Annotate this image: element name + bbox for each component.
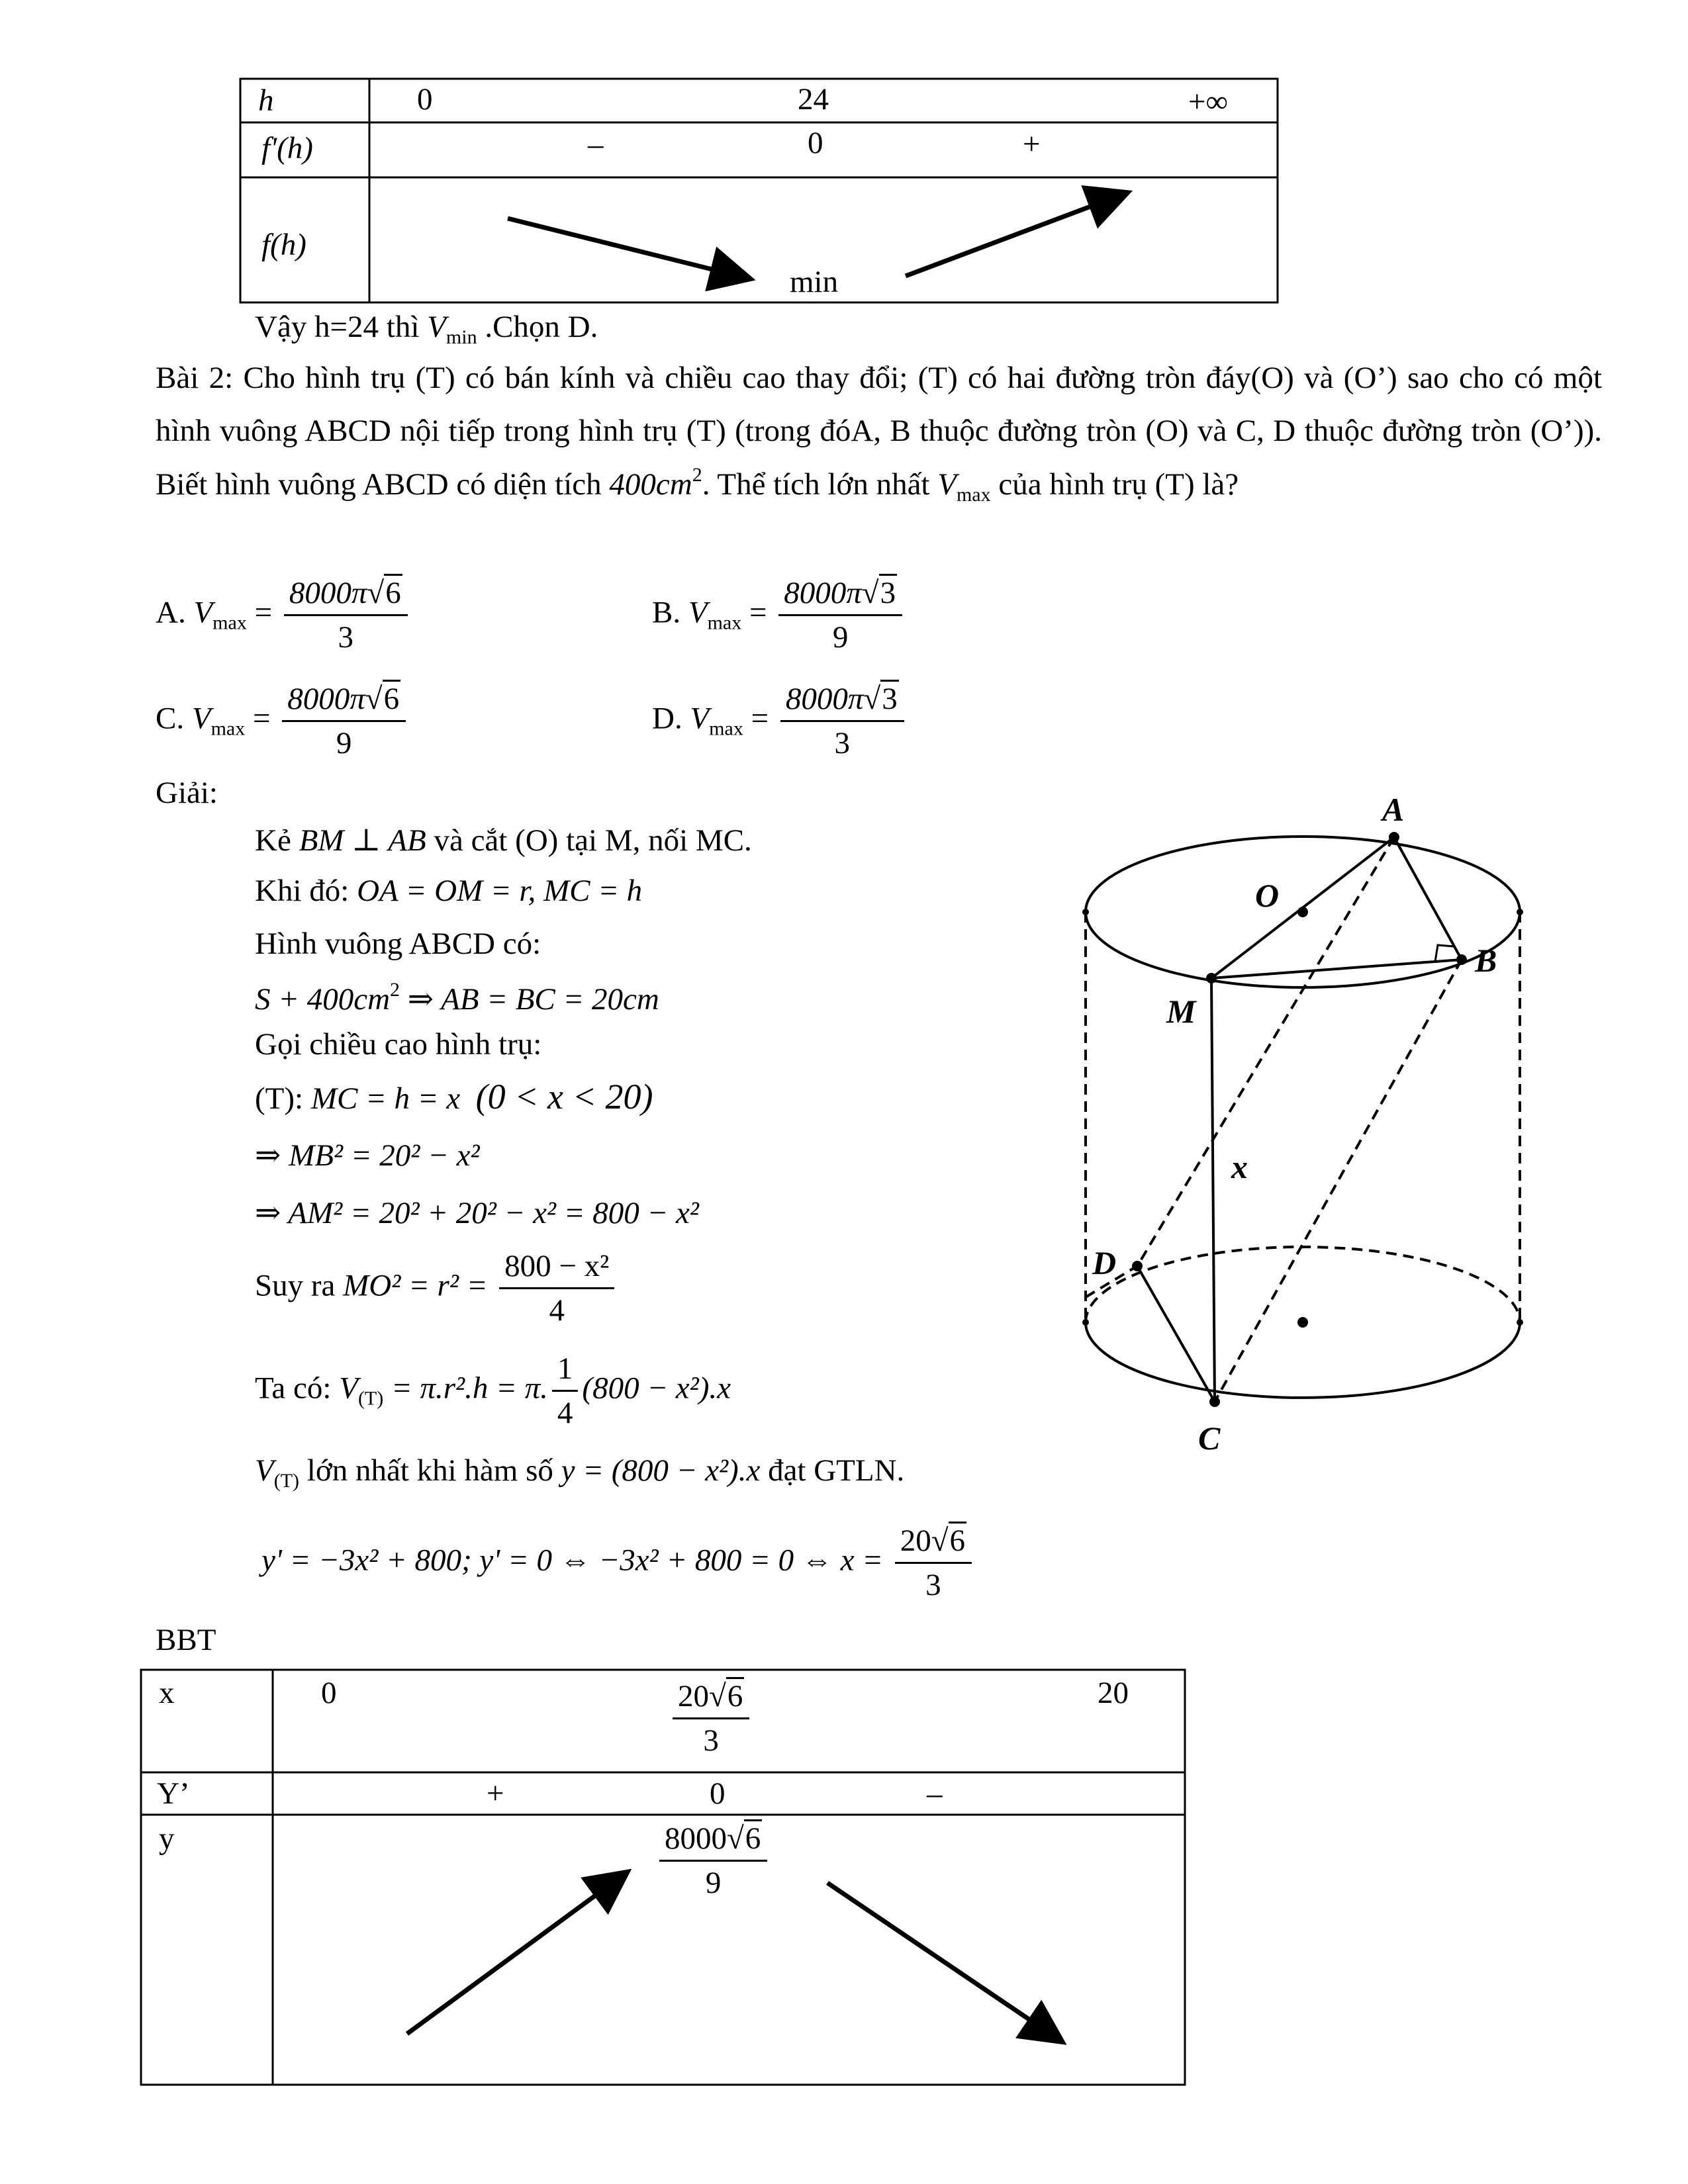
option-a[interactable]: A. $V_{max}$ = $\frac{8000\pi√6}{3}$	[156, 574, 412, 657]
option-b[interactable]: B. $V_{max}$ = $\frac{8000\pi√3}{9}$	[652, 574, 906, 657]
solution-line-1: Kẻ BM ⊥ AB và cắt (O) tại M, nối MC.	[255, 823, 752, 858]
label-M: M	[1166, 993, 1196, 1030]
row-label-f: f(h)	[261, 228, 306, 262]
bbt-x-start: 0	[321, 1676, 337, 1710]
solution-line-8: ⇒ AM² = 20² + 20² − x² = 800 − x²	[255, 1196, 699, 1230]
label-O: O	[1255, 877, 1280, 914]
solution-line-9: Suy ra MO² = r² = $\frac{\text{800 − x²}}{4}$	[255, 1248, 618, 1330]
fprime-plus: +	[1023, 127, 1041, 161]
variation-table-2-grid	[0, 1655, 1688, 2091]
h-value-24: 24	[798, 82, 829, 116]
bbt-yprime-minus: –	[927, 1776, 943, 1811]
solution-line-3: Hình vuông ABCD có:	[255, 927, 541, 961]
variation-table-1-grid	[0, 0, 1688, 311]
solution-line-12: y' = −3x² + 800; y' = 0 ⇔ −3x² + 800 = 0 ⇔ x = $\frac{20√6}{3}$	[261, 1522, 976, 1604]
solution-title: Giải:	[156, 776, 218, 810]
bbt-y-max: $\frac{8000√6}{9}$	[655, 1820, 771, 1902]
option-c[interactable]: C. $V_{max}$ = $\frac{8000\pi√6}{9}$	[156, 680, 410, 762]
solution-line-2: Khi đó: OA = OM = r, MC = h	[255, 874, 643, 908]
solution-line-11: $V_{(T)}$ lớn nhất khi hàm số y = (800 − x²).x đạt GTLN.	[255, 1453, 905, 1492]
bottom-base-back-arc	[1086, 1247, 1520, 1322]
label-C: C	[1198, 1420, 1221, 1457]
bbt-row-label-yprime: Y’	[157, 1776, 190, 1811]
bbt-yprime-plus: +	[487, 1776, 504, 1811]
bbt-x-critical: $\frac{20√6}{3}$	[669, 1678, 753, 1760]
row-label-fprime: f'(h)	[261, 131, 313, 165]
label-D: D	[1092, 1244, 1117, 1281]
solution-line-7: ⇒ MB² = 20² − x²	[255, 1138, 480, 1173]
decreasing-arrow	[508, 218, 747, 278]
option-d[interactable]: D. $V_{max}$ = $\frac{8000\pi√3}{3}$	[652, 680, 908, 762]
bottom-base-front-arc	[1086, 1322, 1520, 1398]
increasing-arrow	[906, 194, 1124, 276]
bbt-increasing-arrow	[407, 1874, 624, 2034]
bbt-x-end: 20	[1098, 1676, 1129, 1710]
fprime-zero: 0	[808, 126, 823, 160]
label-A: A	[1382, 791, 1405, 828]
cylinder-figure	[1059, 784, 1549, 1466]
bbt-row-label-y: y	[159, 1821, 175, 1856]
bbt-decreasing-arrow	[827, 1883, 1059, 2040]
solution-line-4: $S + 400cm^2$ ⇒ AB = BC = 20cm	[255, 979, 659, 1017]
bbt-yprime-zero: 0	[710, 1776, 726, 1811]
h-value-inf: +∞	[1188, 85, 1229, 119]
fprime-minus: –	[588, 127, 604, 161]
solution-line-6: (T): MC = h = x (0 < x < 20)	[255, 1077, 653, 1116]
row-label-h: h	[258, 83, 274, 118]
label-x: x	[1231, 1148, 1248, 1185]
solution-line-10: Ta có: $V_{(T)} = \pi.r^2.h = \pi$. $\frac{1}{4}$ (800 − x²).x	[255, 1351, 731, 1431]
f-min-label: min	[790, 265, 839, 299]
problem-statement: Bài 2: Cho hình trụ (T) có bán kính và chiều cao thay đổi; (T) có hai đường tròn đáy(O) và (O’) sao cho có một hình vuông ABCD nội tiếp trong hình trụ (T) (trong đóA, B thuộc đường tròn (O) và C, D thuộc đường tròn (O’)). Biết hình vuông ABCD có diện tích $400cm^2$. Thể tích lớn nhất $V_{max}$ của hình trụ (T) là?	[156, 361, 1602, 506]
conclusion-line: Vậy h=24 thì $V_{min}$ .Chọn D.	[255, 310, 598, 348]
bbt-row-label-x: x	[159, 1676, 175, 1710]
label-B: B	[1475, 942, 1497, 979]
h-value-0: 0	[417, 82, 433, 116]
solution-line-5: Gọi chiều cao hình trụ:	[255, 1027, 542, 1062]
bbt-title: BBT	[156, 1623, 216, 1657]
